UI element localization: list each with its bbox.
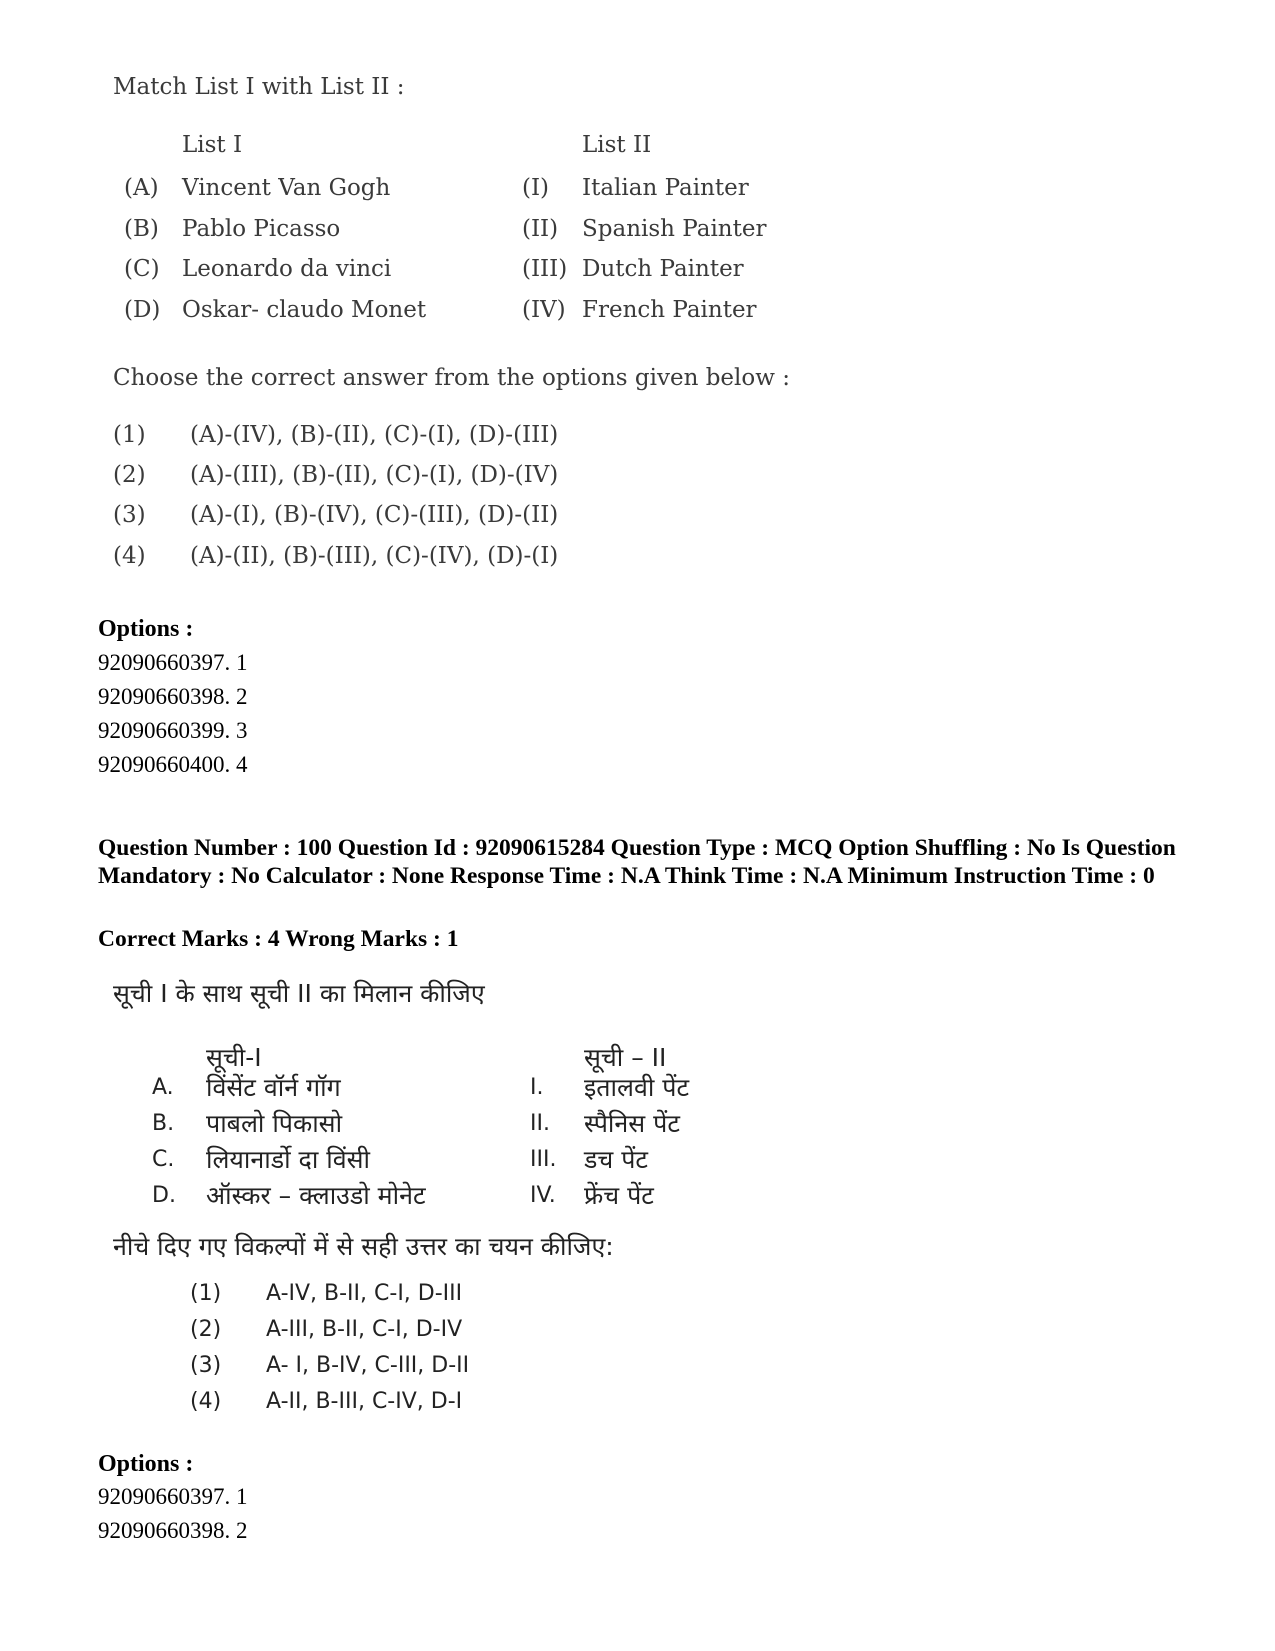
answer-number: (1): [190, 1281, 222, 1306]
options-title: Options :: [98, 616, 194, 642]
answer-text: A-III, B-II, C-I, D-IV: [266, 1317, 463, 1342]
answer-number: (4): [113, 543, 146, 569]
list2-item: French Painter: [582, 297, 757, 323]
list1-item: पाबलो पिकासो: [206, 1109, 343, 1138]
list2-item: स्पैनिस पेंट: [584, 1109, 680, 1138]
option-item: 92090660397. 1: [98, 650, 248, 675]
list1-item: विंसेंट वॉर्न गॉग: [206, 1073, 341, 1102]
question-intro-en: Match List I with List II :: [113, 74, 405, 100]
list2-label: (III): [522, 256, 568, 282]
answer-text: A-II, B-III, C-IV, D-I: [266, 1389, 463, 1414]
list2-label: I.: [530, 1075, 544, 1100]
list1-item: लियानार्डो दा विंसी: [206, 1145, 370, 1174]
list2-label: IV.: [530, 1183, 556, 1208]
list2-item: Spanish Painter: [582, 216, 767, 242]
list2-item: डच पेंट: [584, 1145, 648, 1174]
list2-label: (IV): [522, 297, 566, 323]
list1-item: Vincent Van Gogh: [182, 175, 391, 201]
list1-label: A.: [152, 1075, 174, 1100]
answer-text: (A)-(I), (B)-(IV), (C)-(III), (D)-(II): [190, 502, 559, 528]
list1-item: Pablo Picasso: [182, 216, 341, 242]
answer-text: A- I, B-IV, C-III, D-II: [266, 1353, 470, 1378]
list1-label: D.: [152, 1183, 176, 1208]
list2-item: Italian Painter: [582, 175, 749, 201]
options-title: Options :: [98, 1451, 194, 1477]
option-item: 92090660398. 2: [98, 1518, 248, 1543]
list2-header-hi: सूची – II: [584, 1043, 667, 1072]
list2-label: (II): [522, 216, 559, 242]
answer-number: (2): [190, 1317, 222, 1342]
list2-header-en: List II: [582, 132, 652, 158]
list2-label: (I): [522, 175, 550, 201]
question-metadata: Question Number : 100 Question Id : 92090615284 Question Type : MCQ Option Shuffling : No Is Question Mandatory : No Calculator : None Response Time : N.A Think Time : N.A Minimum Instruction Time : 0: [98, 835, 1176, 889]
answer-number: (3): [113, 502, 146, 528]
question-intro-hi: सूची I के साथ सूची II का मिलान कीजिए: [113, 979, 485, 1008]
list1-label: (D): [124, 297, 161, 323]
option-item: 92090660399. 3: [98, 718, 248, 743]
list1-header-hi: सूची-I: [206, 1043, 262, 1072]
option-item: 92090660397. 1: [98, 1484, 248, 1509]
answer-text: (A)-(II), (B)-(III), (C)-(IV), (D)-(I): [190, 543, 559, 569]
list1-header-en: List I: [182, 132, 243, 158]
answer-number: (4): [190, 1389, 222, 1414]
list2-item: Dutch Painter: [582, 256, 744, 282]
list1-label: (A): [124, 175, 159, 201]
list1-label: C.: [152, 1147, 175, 1172]
option-item: 92090660400. 4: [98, 752, 248, 777]
list1-label: (C): [124, 256, 160, 282]
answer-text: (A)-(III), (B)-(II), (C)-(I), (D)-(IV): [190, 462, 559, 488]
list1-item: ऑस्कर – क्लाउडो मोनेट: [206, 1181, 426, 1210]
list1-label: B.: [152, 1111, 175, 1136]
list2-item: इतालवी पेंट: [584, 1073, 690, 1102]
choose-instruction-hi: नीचे दिए गए विकल्पों में से सही उत्तर का चयन कीजिए:: [113, 1232, 614, 1261]
choose-instruction-en: Choose the correct answer from the options given below :: [113, 365, 790, 391]
list1-item: Leonardo da vinci: [182, 256, 392, 282]
answer-number: (3): [190, 1353, 222, 1378]
answer-number: (2): [113, 462, 146, 488]
marks-info: Correct Marks : 4 Wrong Marks : 1: [98, 926, 459, 952]
answer-text: (A)-(IV), (B)-(II), (C)-(I), (D)-(III): [190, 422, 559, 448]
list2-label: III.: [530, 1147, 557, 1172]
option-item: 92090660398. 2: [98, 684, 248, 709]
list1-label: (B): [124, 216, 159, 242]
list2-label: II.: [530, 1111, 550, 1136]
answer-number: (1): [113, 422, 146, 448]
list2-item: फ्रेंच पेंट: [584, 1181, 654, 1210]
answer-text: A-IV, B-II, C-I, D-III: [266, 1281, 463, 1306]
list1-item: Oskar- claudo Monet: [182, 297, 427, 323]
